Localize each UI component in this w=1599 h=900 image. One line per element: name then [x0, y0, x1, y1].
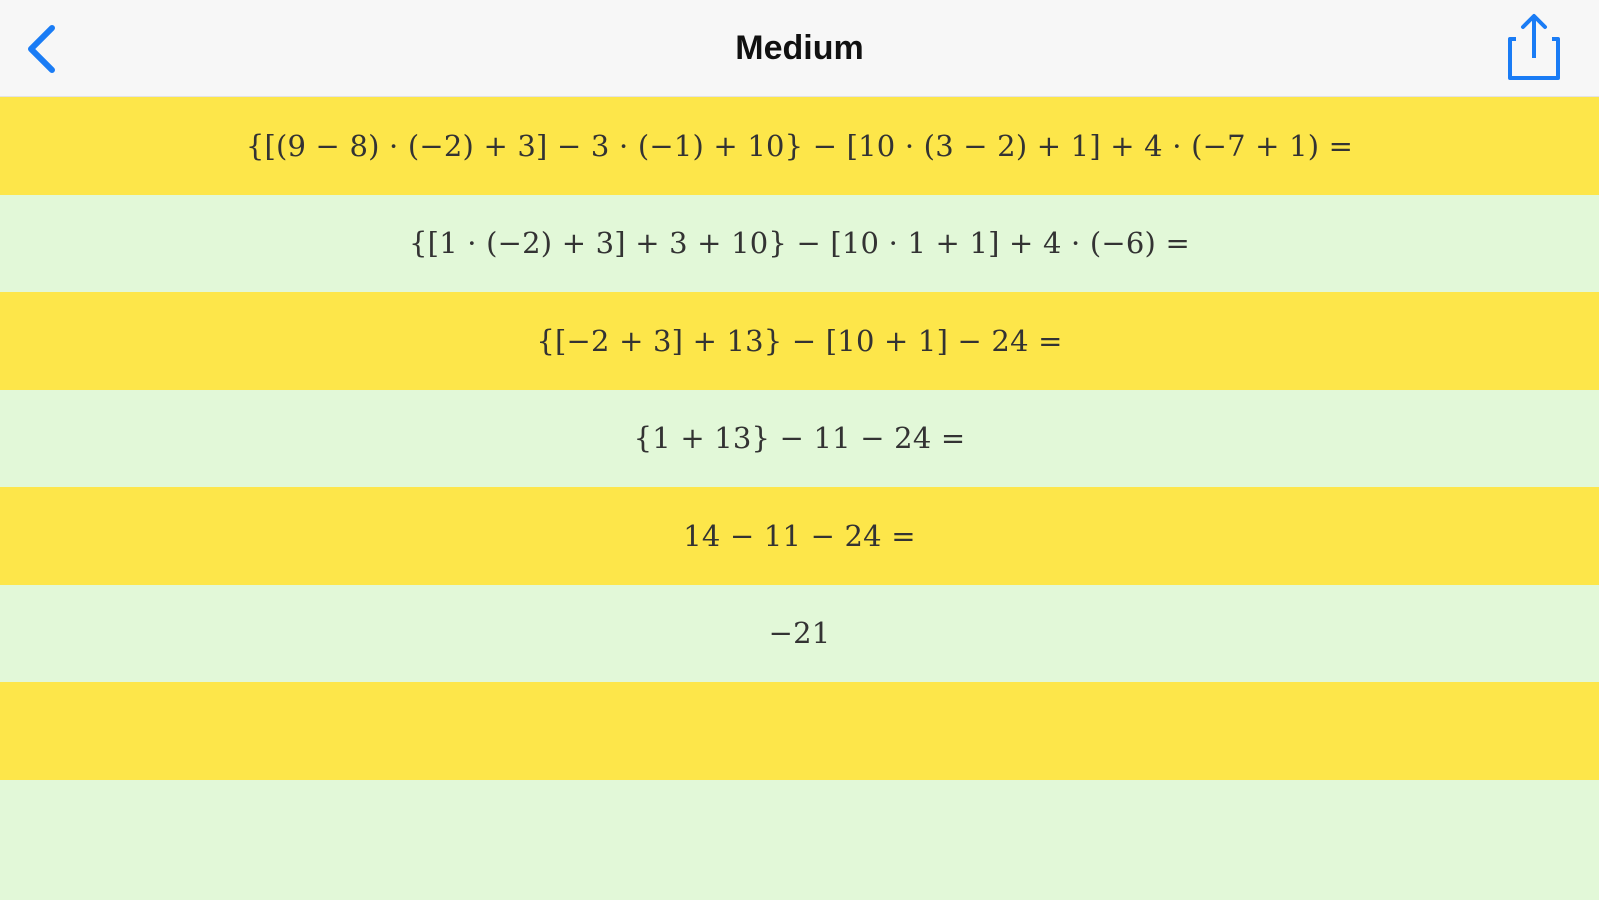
steps-list	[0, 97, 1599, 900]
list-item[interactable]: {[1 · (−2) + 3] + 3 + 10} − [10 · 1 + 1] + 4 · (−6) =	[0, 195, 1599, 293]
list-item[interactable]: {1 + 13} − 11 − 24 =	[0, 390, 1599, 488]
share-icon	[1494, 12, 1574, 86]
list-item[interactable]: −21	[0, 585, 1599, 683]
navigation-bar	[0, 0, 1599, 97]
list-item[interactable]: {[(9 − 8) · (−2) + 3] − 3 · (−1) + 10} − [10 · (3 − 2) + 1] + 4 · (−7 + 1) =	[0, 97, 1599, 195]
list-item[interactable]: 14 − 11 − 24 =	[0, 487, 1599, 585]
share-button[interactable]	[1494, 12, 1574, 86]
list-item[interactable]	[0, 682, 1599, 780]
list-item[interactable]: {[−2 + 3] + 13} − [10 + 1] − 24 =	[0, 292, 1599, 390]
page-title: Medium	[735, 29, 864, 67]
list-item[interactable]	[0, 780, 1599, 900]
